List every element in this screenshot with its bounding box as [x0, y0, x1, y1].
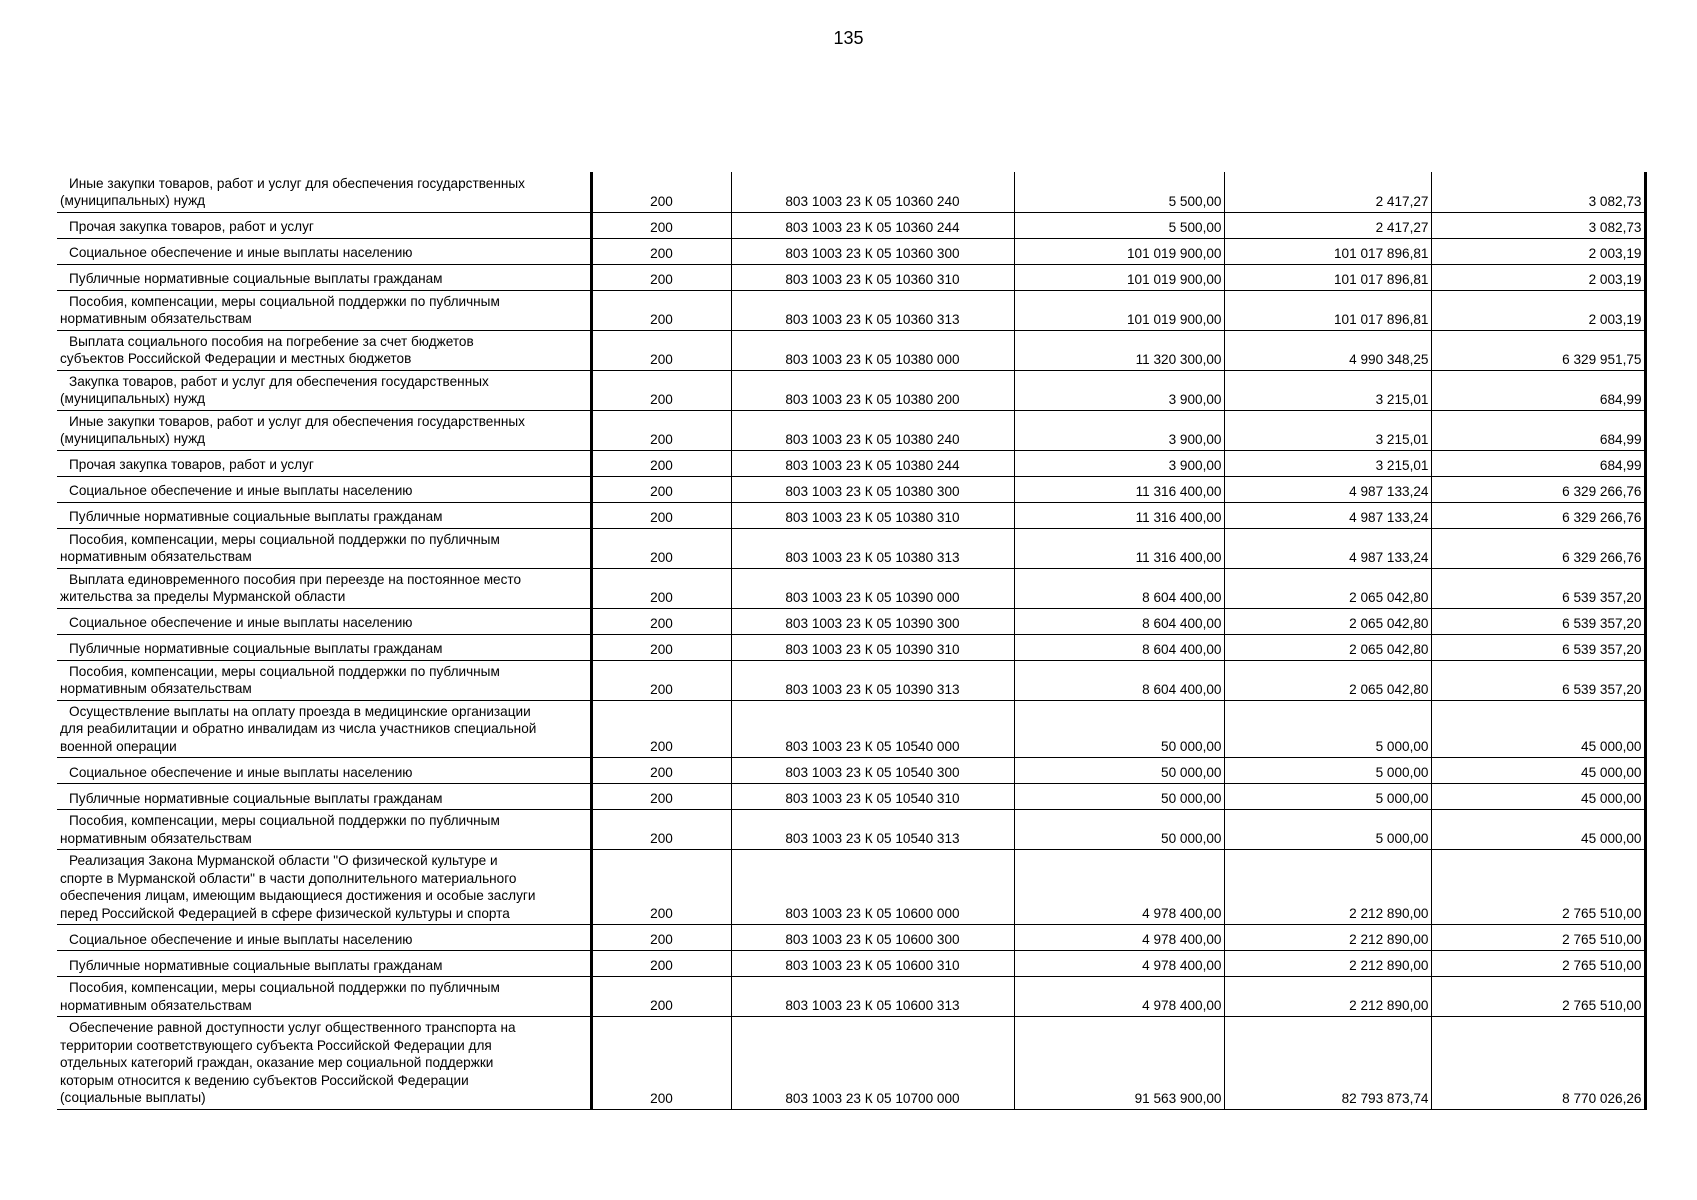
- row-kbk-cell: 803 1003 23 К 05 10600 300: [731, 925, 1014, 951]
- row-remaining-cell: 45 000,00: [1431, 810, 1645, 850]
- row-name-cell: [57, 568, 591, 608]
- table-row: [57, 758, 1645, 784]
- table-row: [57, 810, 1645, 850]
- row-name-line: (муниципальных) нужд: [60, 193, 206, 208]
- row-name-cell: [57, 758, 591, 784]
- row-code-cell: 200: [591, 784, 731, 810]
- row-kbk-cell: 803 1003 23 К 05 10390 300: [731, 608, 1014, 634]
- row-kbk-cell: 803 1003 23 К 05 10380 200: [731, 370, 1014, 410]
- row-name-line: Иные закупки товаров, работ и услуг для обеспечения государственных: [69, 413, 525, 429]
- row-name-line: Социальное обеспечение и иные выплаты населению: [69, 245, 413, 260]
- row-executed-cell: 5 000,00: [1224, 700, 1431, 758]
- table-row: [57, 528, 1645, 568]
- row-remaining-cell: 2 003,19: [1431, 238, 1645, 264]
- row-kbk-cell: 803 1003 23 К 05 10540 310: [731, 784, 1014, 810]
- row-remaining-cell: 6 329 266,76: [1431, 476, 1645, 502]
- row-kbk-cell: 803 1003 23 К 05 10390 313: [731, 660, 1014, 700]
- row-executed-cell: 3 215,01: [1224, 370, 1431, 410]
- row-remaining-cell: 6 329 266,76: [1431, 528, 1645, 568]
- row-name-line: Пособия, компенсации, меры социальной поддержки по публичным: [69, 293, 500, 309]
- row-executed-cell: 3 215,01: [1224, 410, 1431, 450]
- row-remaining-cell: 2 765 510,00: [1431, 951, 1645, 977]
- row-kbk-cell: 803 1003 23 К 05 10540 313: [731, 810, 1014, 850]
- row-code-cell: 200: [591, 810, 731, 850]
- table-row: [57, 476, 1645, 502]
- row-approved-cell: 11 320 300,00: [1014, 330, 1224, 370]
- row-name-line: нормативным обязательствам: [60, 311, 252, 326]
- page-number: 135: [833, 28, 864, 48]
- row-name-cell: [57, 450, 591, 476]
- row-name-line: которым относится к ведению субъектов Российской Федерации: [60, 1072, 469, 1088]
- row-name-line: Иные закупки товаров, работ и услуг для обеспечения государственных: [69, 175, 525, 191]
- row-kbk-cell: 803 1003 23 К 05 10540 000: [731, 700, 1014, 758]
- row-code-cell: 200: [591, 951, 731, 977]
- table-row: [57, 634, 1645, 660]
- table-row: [57, 264, 1645, 290]
- row-approved-cell: 91 563 900,00: [1014, 1017, 1224, 1110]
- row-name-line: Пособия, компенсации, меры социальной поддержки по публичным: [69, 663, 500, 679]
- row-name-cell: [57, 850, 591, 925]
- row-name-cell: [57, 1017, 591, 1110]
- row-name-cell: [57, 608, 591, 634]
- row-name-line: Пособия, компенсации, меры социальной поддержки по публичным: [69, 531, 500, 547]
- row-approved-cell: 4 978 400,00: [1014, 977, 1224, 1017]
- row-approved-cell: 11 316 400,00: [1014, 502, 1224, 528]
- row-remaining-cell: 2 765 510,00: [1431, 977, 1645, 1017]
- row-name-line: отдельных категорий граждан, оказание мер социальной поддержки: [60, 1055, 494, 1070]
- row-executed-cell: 2 417,27: [1224, 212, 1431, 238]
- row-remaining-cell: 6 329 951,75: [1431, 330, 1645, 370]
- row-executed-cell: 101 017 896,81: [1224, 264, 1431, 290]
- row-name-line: Пособия, компенсации, меры социальной поддержки по публичным: [69, 813, 500, 828]
- row-kbk-cell: 803 1003 23 К 05 10360 300: [731, 238, 1014, 264]
- row-executed-cell: 4 987 133,24: [1224, 502, 1431, 528]
- row-name-cell: [57, 977, 591, 1017]
- row-approved-cell: 3 900,00: [1014, 410, 1224, 450]
- row-kbk-cell: 803 1003 23 К 05 10600 313: [731, 977, 1014, 1017]
- row-name-line: нормативным обязательствам: [60, 997, 252, 1013]
- row-name-line: Публичные нормативные социальные выплаты гражданам: [69, 509, 443, 524]
- table-row: [57, 172, 1645, 212]
- row-kbk-cell: 803 1003 23 К 05 10380 313: [731, 528, 1014, 568]
- row-name-line: военной операции: [60, 738, 177, 754]
- row-remaining-cell: 684,99: [1431, 370, 1645, 410]
- row-name-line: Социальное обеспечение и иные выплаты населению: [69, 931, 413, 947]
- row-name-line: Публичные нормативные социальные выплаты гражданам: [69, 790, 443, 806]
- row-code-cell: 200: [591, 608, 731, 634]
- row-code-cell: 200: [591, 1017, 731, 1110]
- row-code-cell: 200: [591, 700, 731, 758]
- row-name-line: нормативным обязательствам: [60, 549, 252, 564]
- row-name-line: спорте в Мурманской области" в части дополнительного материального: [60, 870, 517, 886]
- row-name-line: для реабилитации и обратно инвалидам из числа участников специальной: [60, 721, 537, 736]
- row-code-cell: 200: [591, 502, 731, 528]
- table-row: [57, 568, 1645, 608]
- row-remaining-cell: 3 082,73: [1431, 172, 1645, 212]
- row-name-line: нормативным обязательствам: [60, 681, 252, 696]
- row-code-cell: 200: [591, 528, 731, 568]
- row-kbk-cell: 803 1003 23 К 05 10380 300: [731, 476, 1014, 502]
- row-name-cell: [57, 951, 591, 977]
- table-row: [57, 450, 1645, 476]
- row-remaining-cell: 6 539 357,20: [1431, 568, 1645, 608]
- row-kbk-cell: 803 1003 23 К 05 10540 300: [731, 758, 1014, 784]
- table-row: [57, 850, 1645, 925]
- row-approved-cell: 11 316 400,00: [1014, 476, 1224, 502]
- row-executed-cell: 4 987 133,24: [1224, 476, 1431, 502]
- row-kbk-cell: 803 1003 23 К 05 10360 240: [731, 172, 1014, 212]
- row-remaining-cell: 6 539 357,20: [1431, 660, 1645, 700]
- row-name-line: жительства за пределы Мурманской области: [60, 589, 346, 604]
- row-executed-cell: 2 065 042,80: [1224, 568, 1431, 608]
- table-row: [57, 212, 1645, 238]
- row-kbk-cell: 803 1003 23 К 05 10600 000: [731, 850, 1014, 925]
- row-code-cell: 200: [591, 172, 731, 212]
- row-remaining-cell: 45 000,00: [1431, 758, 1645, 784]
- table-row: [57, 370, 1645, 410]
- row-code-cell: 200: [591, 634, 731, 660]
- row-code-cell: 200: [591, 758, 731, 784]
- row-name-cell: [57, 660, 591, 700]
- row-approved-cell: 101 019 900,00: [1014, 264, 1224, 290]
- row-code-cell: 200: [591, 476, 731, 502]
- row-approved-cell: 50 000,00: [1014, 784, 1224, 810]
- row-remaining-cell: 6 329 266,76: [1431, 502, 1645, 528]
- row-approved-cell: 101 019 900,00: [1014, 290, 1224, 330]
- table-row: [57, 238, 1645, 264]
- row-executed-cell: 5 000,00: [1224, 758, 1431, 784]
- row-remaining-cell: 2 765 510,00: [1431, 925, 1645, 951]
- row-name-line: Осуществление выплаты на оплату проезда в медицинские организации: [69, 703, 531, 719]
- row-name-line: Социальное обеспечение и иные выплаты населению: [69, 483, 413, 498]
- row-remaining-cell: 8 770 026,26: [1431, 1017, 1645, 1110]
- row-executed-cell: 2 212 890,00: [1224, 951, 1431, 977]
- row-name-line: (муниципальных) нужд: [60, 431, 206, 446]
- row-approved-cell: 4 978 400,00: [1014, 925, 1224, 951]
- row-kbk-cell: 803 1003 23 К 05 10360 244: [731, 212, 1014, 238]
- row-name-cell: [57, 290, 591, 330]
- row-code-cell: 200: [591, 370, 731, 410]
- row-code-cell: 200: [591, 850, 731, 925]
- row-executed-cell: 2 417,27: [1224, 172, 1431, 212]
- row-approved-cell: 3 900,00: [1014, 450, 1224, 476]
- row-name-line: обеспечения лицам, имеющим выдающиеся достижения и особые заслуги: [60, 888, 536, 903]
- row-name-cell: [57, 700, 591, 758]
- row-approved-cell: 4 978 400,00: [1014, 951, 1224, 977]
- row-name-cell: [57, 264, 591, 290]
- table-row: [57, 784, 1645, 810]
- row-name-cell: [57, 330, 591, 370]
- row-executed-cell: 3 215,01: [1224, 450, 1431, 476]
- row-name-cell: [57, 925, 591, 951]
- row-name-line: Выплата единовременного пособия при переезде на постоянное место: [69, 571, 522, 587]
- row-code-cell: 200: [591, 410, 731, 450]
- table-row: [57, 1017, 1645, 1110]
- row-approved-cell: 3 900,00: [1014, 370, 1224, 410]
- row-name-cell: [57, 212, 591, 238]
- table-row: [57, 951, 1645, 977]
- row-remaining-cell: 2 003,19: [1431, 264, 1645, 290]
- row-name-line: Прочая закупка товаров, работ и услуг: [69, 219, 314, 234]
- row-code-cell: 200: [591, 568, 731, 608]
- row-code-cell: 200: [591, 238, 731, 264]
- row-code-cell: 200: [591, 660, 731, 700]
- row-executed-cell: 5 000,00: [1224, 810, 1431, 850]
- row-kbk-cell: 803 1003 23 К 05 10390 000: [731, 568, 1014, 608]
- table-row: [57, 608, 1645, 634]
- row-name-cell: [57, 476, 591, 502]
- row-kbk-cell: 803 1003 23 К 05 10380 000: [731, 330, 1014, 370]
- row-code-cell: 200: [591, 264, 731, 290]
- row-executed-cell: 101 017 896,81: [1224, 290, 1431, 330]
- row-name-line: Пособия, компенсации, меры социальной поддержки по публичным: [69, 980, 500, 995]
- row-approved-cell: 50 000,00: [1014, 758, 1224, 784]
- row-kbk-cell: 803 1003 23 К 05 10380 240: [731, 410, 1014, 450]
- row-name-cell: [57, 410, 591, 450]
- row-name-cell: [57, 370, 591, 410]
- row-remaining-cell: 2 003,19: [1431, 290, 1645, 330]
- row-approved-cell: 11 316 400,00: [1014, 528, 1224, 568]
- row-name-cell: [57, 528, 591, 568]
- row-name-cell: [57, 634, 591, 660]
- row-approved-cell: 4 978 400,00: [1014, 850, 1224, 925]
- row-kbk-cell: 803 1003 23 К 05 10380 244: [731, 450, 1014, 476]
- row-name-line: (социальные выплаты): [60, 1090, 206, 1105]
- table-row: [57, 290, 1645, 330]
- row-executed-cell: 2 065 042,80: [1224, 660, 1431, 700]
- row-remaining-cell: 2 765 510,00: [1431, 850, 1645, 925]
- row-name-line: Публичные нормативные социальные выплаты гражданам: [69, 271, 443, 286]
- table-row: [57, 502, 1645, 528]
- row-kbk-cell: 803 1003 23 К 05 10700 000: [731, 1017, 1014, 1110]
- row-name-line: (муниципальных) нужд: [60, 391, 206, 406]
- budget-table-body: [57, 172, 1645, 1109]
- row-approved-cell: 8 604 400,00: [1014, 660, 1224, 700]
- row-kbk-cell: 803 1003 23 К 05 10360 310: [731, 264, 1014, 290]
- table-row: [57, 660, 1645, 700]
- row-approved-cell: 5 500,00: [1014, 212, 1224, 238]
- row-approved-cell: 5 500,00: [1014, 172, 1224, 212]
- row-approved-cell: 8 604 400,00: [1014, 608, 1224, 634]
- row-code-cell: 200: [591, 450, 731, 476]
- row-name-line: Публичные нормативные социальные выплаты гражданам: [69, 641, 443, 656]
- row-name-cell: [57, 172, 591, 212]
- row-name-cell: [57, 238, 591, 264]
- row-code-cell: 200: [591, 977, 731, 1017]
- row-kbk-cell: 803 1003 23 К 05 10380 310: [731, 502, 1014, 528]
- row-kbk-cell: 803 1003 23 К 05 10600 310: [731, 951, 1014, 977]
- row-name-line: субъектов Российской Федерации и местных бюджетов: [60, 351, 412, 366]
- row-executed-cell: 4 990 348,25: [1224, 330, 1431, 370]
- row-remaining-cell: 6 539 357,20: [1431, 608, 1645, 634]
- row-name-line: Закупка товаров, работ и услуг для обеспечения государственных: [69, 373, 489, 389]
- row-approved-cell: 8 604 400,00: [1014, 634, 1224, 660]
- row-name-cell: [57, 784, 591, 810]
- row-name-line: Прочая закупка товаров, работ и услуг: [69, 457, 314, 472]
- row-name-line: Публичные нормативные социальные выплаты гражданам: [69, 957, 443, 973]
- row-remaining-cell: 684,99: [1431, 410, 1645, 450]
- row-executed-cell: 2 065 042,80: [1224, 608, 1431, 634]
- row-remaining-cell: 45 000,00: [1431, 700, 1645, 758]
- row-approved-cell: 8 604 400,00: [1014, 568, 1224, 608]
- row-code-cell: 200: [591, 925, 731, 951]
- row-code-cell: 200: [591, 330, 731, 370]
- table-row: [57, 977, 1645, 1017]
- row-executed-cell: 101 017 896,81: [1224, 238, 1431, 264]
- row-name-line: перед Российской Федерацией в сфере физической культуры и спорта: [60, 905, 510, 921]
- row-executed-cell: 2 212 890,00: [1224, 977, 1431, 1017]
- row-executed-cell: 2 212 890,00: [1224, 925, 1431, 951]
- row-name-line: нормативным обязательствам: [60, 830, 252, 846]
- budget-table: [57, 172, 1647, 1110]
- row-name-line: Реализация Закона Мурманской области "О физической культуре и: [69, 853, 498, 868]
- row-remaining-cell: 6 539 357,20: [1431, 634, 1645, 660]
- row-kbk-cell: 803 1003 23 К 05 10360 313: [731, 290, 1014, 330]
- row-executed-cell: 2 065 042,80: [1224, 634, 1431, 660]
- row-approved-cell: 101 019 900,00: [1014, 238, 1224, 264]
- row-remaining-cell: 45 000,00: [1431, 784, 1645, 810]
- row-executed-cell: 4 987 133,24: [1224, 528, 1431, 568]
- row-executed-cell: 5 000,00: [1224, 784, 1431, 810]
- row-name-line: Социальное обеспечение и иные выплаты населению: [69, 764, 413, 780]
- row-code-cell: 200: [591, 290, 731, 330]
- row-approved-cell: 50 000,00: [1014, 810, 1224, 850]
- table-row: [57, 330, 1645, 370]
- row-name-cell: [57, 810, 591, 850]
- row-name-cell: [57, 502, 591, 528]
- row-name-line: Обеспечение равной доступности услуг общественного транспорта на: [69, 1020, 516, 1035]
- table-row: [57, 925, 1645, 951]
- table-row: [57, 700, 1645, 758]
- row-executed-cell: 82 793 873,74: [1224, 1017, 1431, 1110]
- row-remaining-cell: 684,99: [1431, 450, 1645, 476]
- row-name-line: территории соответствующего субъекта Российской Федерации для: [60, 1037, 492, 1053]
- row-kbk-cell: 803 1003 23 К 05 10390 310: [731, 634, 1014, 660]
- row-code-cell: 200: [591, 212, 731, 238]
- row-remaining-cell: 3 082,73: [1431, 212, 1645, 238]
- row-executed-cell: 2 212 890,00: [1224, 850, 1431, 925]
- row-approved-cell: 50 000,00: [1014, 700, 1224, 758]
- row-name-line: Социальное обеспечение и иные выплаты населению: [69, 615, 413, 630]
- table-row: [57, 410, 1645, 450]
- row-name-line: Выплата социального пособия на погребение за счет бюджетов: [69, 333, 474, 349]
